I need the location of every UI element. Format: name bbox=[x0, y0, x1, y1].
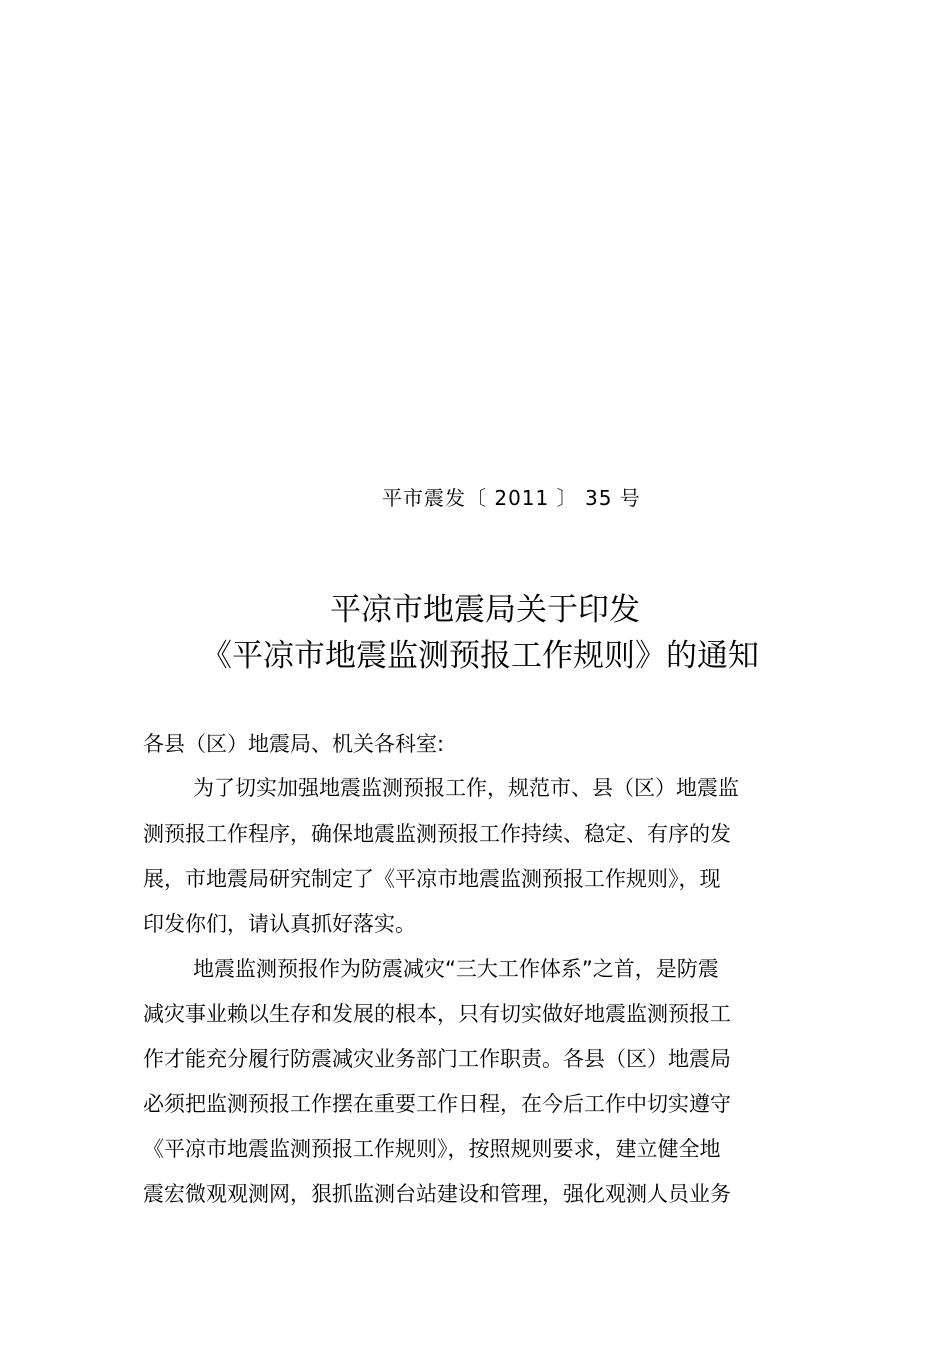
paragraph-line: 减灾事业赖以生存和发展的根本，只有切实做好地震监测预报工 bbox=[143, 1002, 731, 1026]
paragraph-line: 震宏微观观测网，狠抓监测台站建设和管理，强化观测人员业务 bbox=[143, 1182, 731, 1206]
paragraph-line: 测预报工作程序，确保地震监测预报工作持续、稳定、有序的发 bbox=[143, 822, 731, 846]
paragraph-line: 为了切实加强地震监测预报工作，规范市、县（区）地震监 bbox=[193, 776, 739, 800]
paragraph-line: 地震监测预报作为防震减灾“三大工作体系”之首，是防震 bbox=[193, 957, 719, 981]
paragraph-line: 《平凉市地震监测预报工作规则》，按照规则要求，建立健全地 bbox=[143, 1137, 721, 1161]
document-title-line-1: 平凉市地震局关于印发 bbox=[330, 592, 640, 628]
paragraph-line: 作才能充分履行防震减灾业务部门工作职责。各县（区）地震局 bbox=[143, 1047, 731, 1071]
salutation: 各县（区）地震局、机关各科室: bbox=[143, 732, 445, 756]
document-title-line-2: 《平凉市地震监测预报工作规则》的通知 bbox=[201, 638, 759, 674]
paragraph-line: 必须把监测预报工作摆在重要工作日程，在今后工作中切实遵守 bbox=[143, 1092, 731, 1116]
paragraph-line: 展，市地震局研究制定了《平凉市地震监测预报工作规则》，现 bbox=[143, 867, 721, 891]
document-number: 平市震发〔 2011 〕 35 号 bbox=[382, 486, 641, 510]
paragraph-line: 印发你们，请认真抓好落实。 bbox=[143, 912, 416, 936]
